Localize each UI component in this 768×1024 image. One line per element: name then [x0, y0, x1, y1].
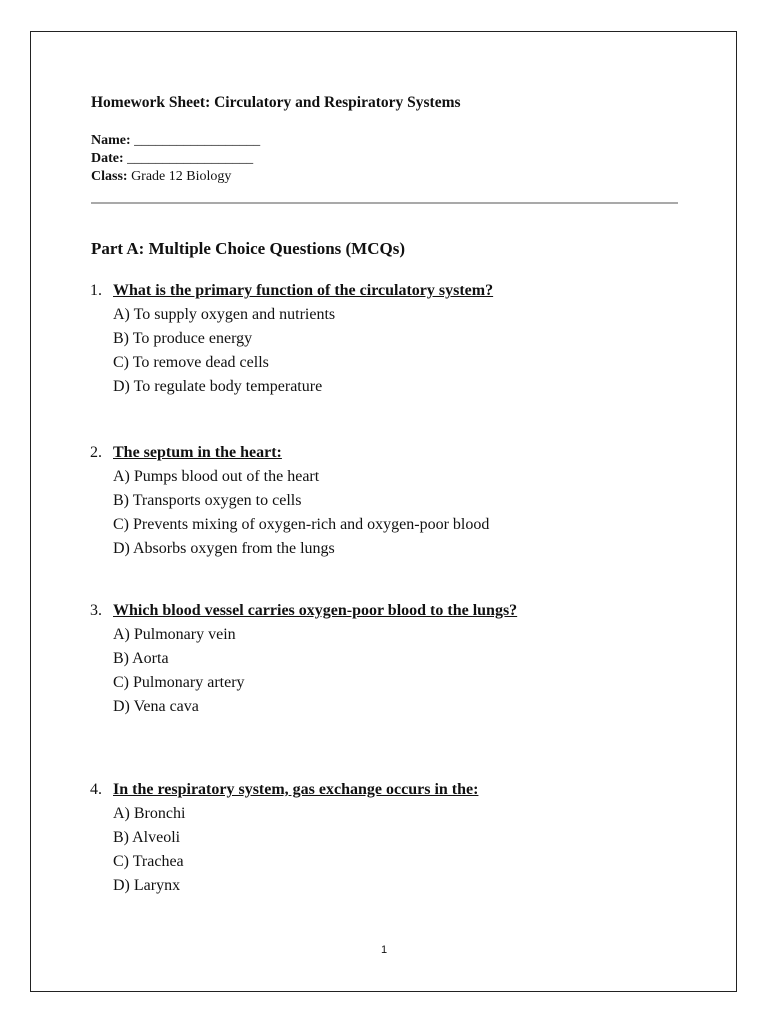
answer-option-a: A) Pulmonary vein: [113, 626, 236, 643]
question-stem: [90, 778, 478, 802]
answer-option-d: D) Larynx: [113, 877, 181, 894]
question-text: Which blood vessel carries oxygen-poor blood to the lungs?: [113, 602, 518, 619]
page-number: 1: [380, 944, 388, 956]
section-heading: Part A: Multiple Choice Questions (MCQs): [91, 239, 405, 258]
question-number: 2.: [90, 444, 102, 461]
answer-option-b: B) Aorta: [113, 650, 169, 667]
question-number: 4.: [90, 781, 102, 798]
answer-option-a: A) To supply oxygen and nutrients: [113, 306, 336, 323]
class-label: Class:: [91, 169, 128, 184]
answer-option-c: C) Pulmonary artery: [113, 674, 245, 691]
question-4: [90, 778, 478, 898]
answer-option-a: A) Bronchi: [113, 805, 186, 822]
answer-options: [113, 802, 478, 898]
answer-option-b: B) Transports oxygen to cells: [113, 492, 302, 509]
date-line: [91, 150, 260, 168]
answer-option-c: C) Prevents mixing of oxygen-rich and oxygen-poor blood: [113, 516, 490, 533]
name-blank: __________________: [130, 133, 261, 148]
document-title: Homework Sheet: Circulatory and Respiratory Systems: [91, 94, 461, 111]
question-stem: [90, 279, 493, 303]
date-label: Date:: [91, 151, 124, 166]
answer-option-b: B) To produce energy: [113, 330, 253, 347]
question-text: What is the primary function of the circulatory system?: [113, 282, 494, 299]
horizontal-divider: [91, 202, 678, 204]
answer-options: [113, 465, 489, 561]
question-text: In the respiratory system, gas exchange occurs in the:: [113, 781, 479, 798]
answer-option-d: D) Absorbs oxygen from the lungs: [113, 540, 335, 557]
question-stem: [90, 599, 517, 623]
answer-option-c: C) To remove dead cells: [113, 354, 269, 371]
answer-option-d: D) Vena cava: [113, 698, 199, 715]
answer-option-a: A) Pumps blood out of the heart: [113, 468, 320, 485]
student-info-block: [91, 132, 260, 186]
question-number: 1.: [90, 282, 102, 299]
question-1: [90, 279, 493, 399]
question-number: 3.: [90, 602, 102, 619]
question-2: [90, 441, 489, 561]
name-line: [91, 132, 260, 150]
question-stem: [90, 441, 489, 465]
question-3: [90, 599, 517, 719]
class-line: [91, 168, 260, 186]
answer-option-b: B) Alveoli: [113, 829, 181, 846]
answer-options: [113, 303, 493, 399]
answer-option-c: C) Trachea: [113, 853, 184, 870]
name-label: Name:: [91, 133, 131, 148]
answer-options: [113, 623, 517, 719]
date-blank: __________________: [123, 151, 254, 166]
class-value: Grade 12 Biology: [127, 169, 232, 184]
answer-option-d: D) To regulate body temperature: [113, 378, 323, 395]
question-text: The septum in the heart:: [113, 444, 282, 461]
